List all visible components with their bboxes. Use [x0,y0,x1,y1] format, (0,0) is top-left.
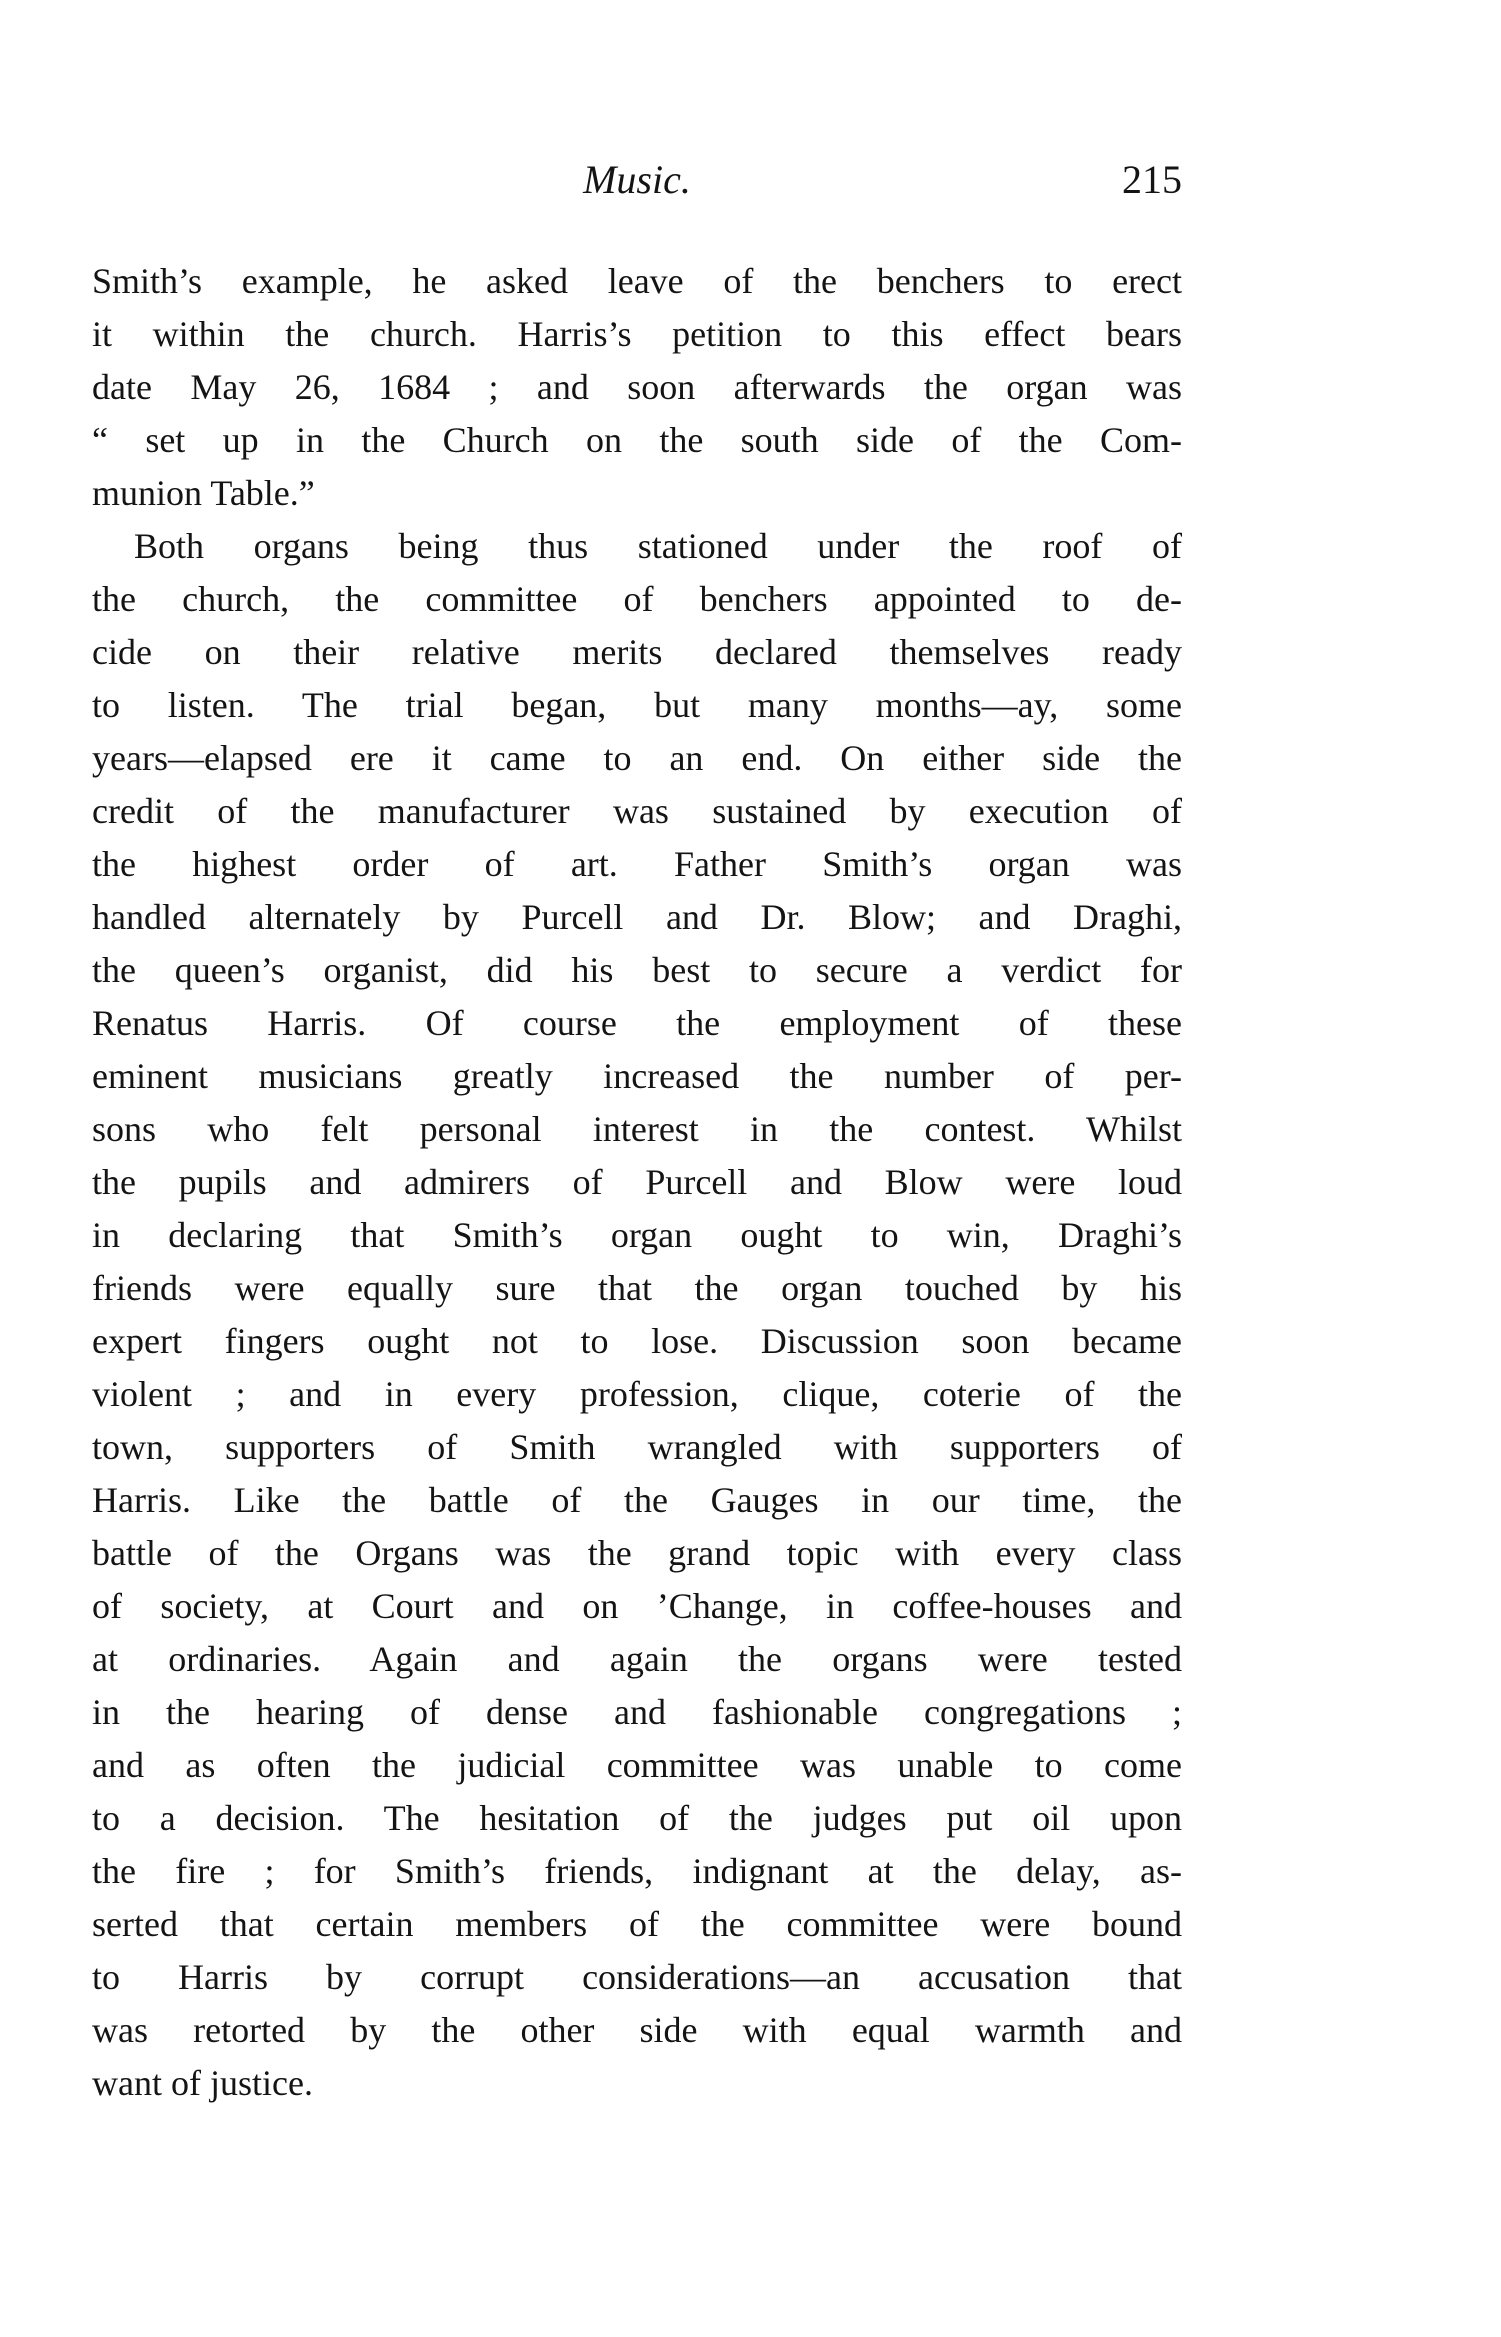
text-line: date May 26, 1684 ; and soon afterwards the organ was [92,367,1182,407]
text-line: battle of the Organs was the grand topic with every class [92,1533,1182,1573]
text-line: expert fingers ought not to lose. Discussion soon became [92,1321,1182,1361]
text-line: handled alternately by Purcell and Dr. Blow; and Draghi, [92,897,1182,937]
text-line: eminent musicians greatly increased the number of per- [92,1056,1182,1096]
running-title: Music. [583,157,691,202]
text-line: town, supporters of Smith wrangled with supporters of [92,1427,1182,1467]
text-line: friends were equally sure that the organ touched by his [92,1268,1182,1308]
text-line: to listen. The trial began, but many months—ay, some [92,685,1182,725]
text-line: the pupils and admirers of Purcell and Blow were loud [92,1162,1182,1202]
text-line: want of justice. [92,2063,313,2103]
text-line: sons who felt personal interest in the contest. Whilst [92,1109,1182,1149]
page-number: 215 [1122,157,1182,202]
text-line: Renatus Harris. Of course the employment of these [92,1003,1182,1043]
text-line: in declaring that Smith’s organ ought to win, Draghi’s [92,1215,1182,1255]
text-line: munion Table.” [92,473,315,513]
text-line: violent ; and in every profession, clique, coterie of the [92,1374,1182,1414]
text-line: in the hearing of dense and fashionable congregations ; [92,1692,1182,1732]
text-line: the church, the committee of benchers appointed to de- [92,579,1182,619]
text-line: “ set up in the Church on the south side of the Com- [92,420,1182,460]
text-line: at ordinaries. Again and again the organs were tested [92,1639,1182,1679]
text-line: cide on their relative merits declared themselves ready [92,632,1182,672]
text-line: it within the church. Harris’s petition to this effect bears [92,314,1182,354]
running-head [92,150,1182,210]
text-line: Smith’s example, he asked leave of the benchers to erect [92,261,1182,301]
text-line: Harris. Like the battle of the Gauges in our time, the [92,1480,1182,1520]
text-line: the queen’s organist, did his best to secure a verdict for [92,950,1182,990]
text-line: credit of the manufacturer was sustained by execution of [92,791,1182,831]
text-line: to Harris by corrupt considerations—an accusation that [92,1957,1182,1997]
text-line: and as often the judicial committee was unable to come [92,1745,1182,1785]
text-line: the fire ; for Smith’s friends, indignant at the delay, as- [92,1851,1182,1891]
text-line: years—elapsed ere it came to an end. On either side the [92,738,1182,778]
text-line: of society, at Court and on ’Change, in coffee-houses and [92,1586,1182,1626]
text-line: the highest order of art. Father Smith’s organ was [92,844,1182,884]
text-line: serted that certain members of the committee were bound [92,1904,1182,1944]
text-line: Both organs being thus stationed under the roof of [134,526,1182,566]
text-line: to a decision. The hesitation of the judges put oil upon [92,1798,1182,1838]
text-line: was retorted by the other side with equal warmth and [92,2010,1182,2050]
body-text [92,255,1182,2110]
